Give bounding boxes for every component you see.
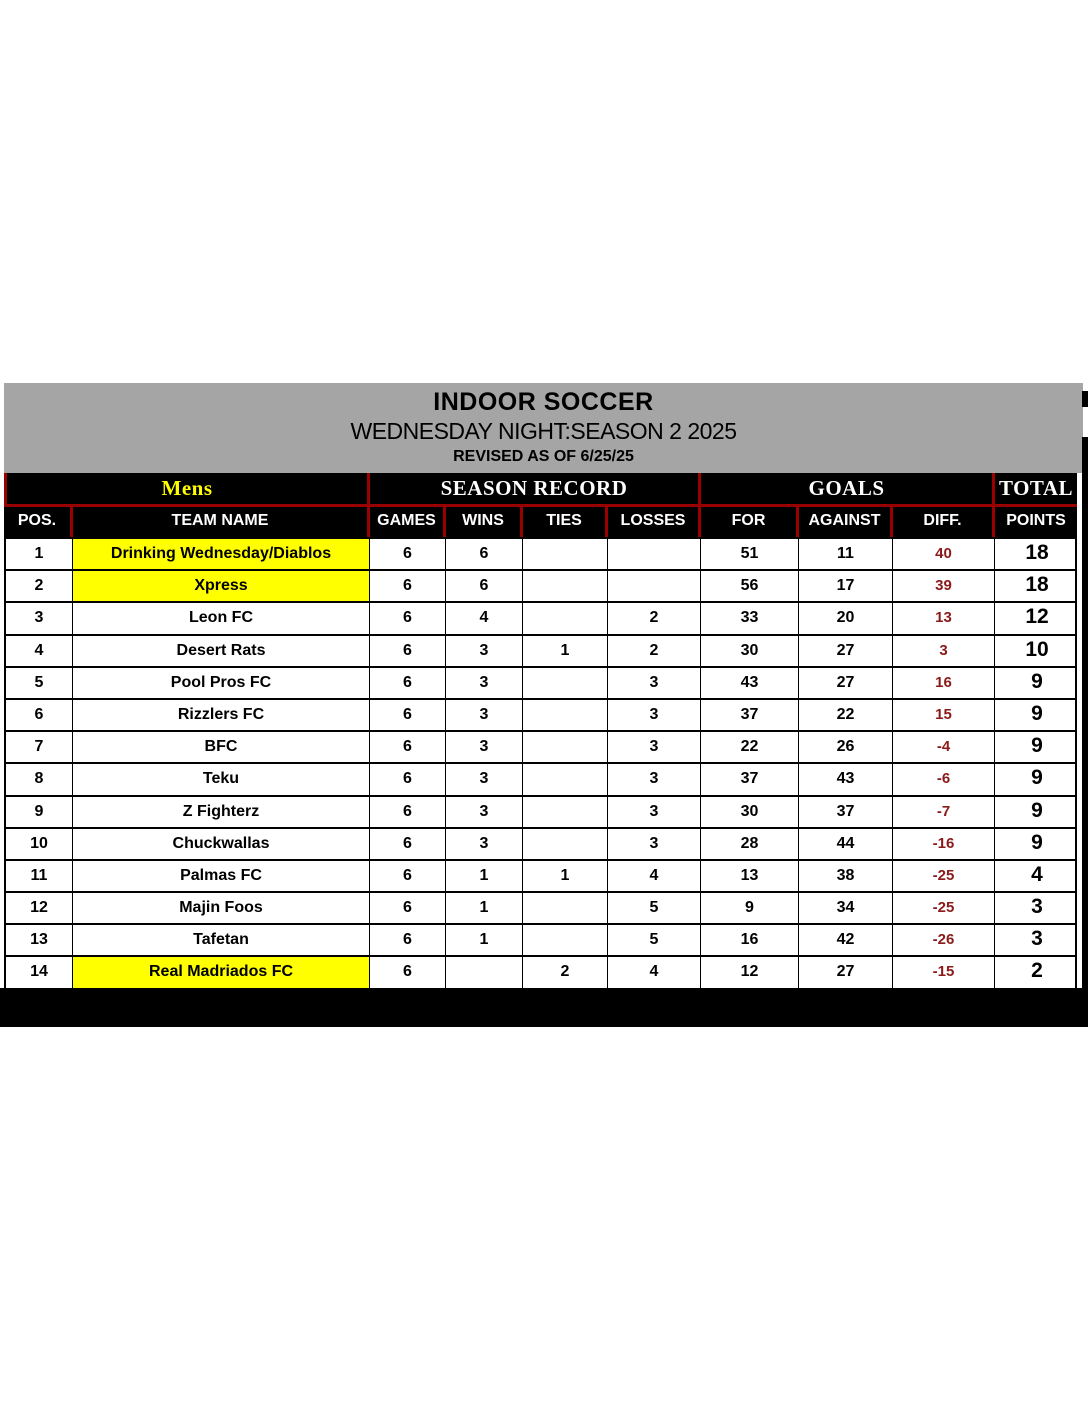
cell-ties [522, 764, 607, 794]
footer-bar [0, 988, 1088, 1027]
cell-diff: -15 [892, 957, 994, 987]
cell-goals_against: 43 [798, 764, 892, 794]
cell-goals_against: 20 [798, 603, 892, 633]
cell-goals_for: 37 [700, 764, 798, 794]
cell-pos: 7 [34, 738, 44, 756]
cell-goals_against: 17 [798, 571, 892, 601]
cell-losses: 2 [607, 636, 700, 666]
right-edge-strip-top [1082, 391, 1088, 407]
table-row [6, 861, 1075, 893]
cell-goals_for: 37 [700, 700, 798, 730]
cell-team: Real Madriados FC [72, 957, 369, 987]
cell-pos: 6 [34, 705, 44, 723]
col-header-against: AGAINST [796, 507, 890, 537]
cell-wins: 3 [445, 732, 522, 762]
cell-diff: -6 [892, 764, 994, 794]
cell-team: Drinking Wednesday/Diablos [72, 539, 369, 569]
cell-team: Majin Foos [72, 893, 369, 923]
cell-ties [522, 700, 607, 730]
cell-pos: 2 [34, 577, 44, 595]
cell-goals_for: 22 [700, 732, 798, 762]
cell-losses: 5 [607, 893, 700, 923]
cell-ties [522, 797, 607, 827]
col-header-diff: DIFF. [890, 507, 992, 537]
cell-pos: 1 [34, 545, 44, 562]
cell-ties: 2 [522, 957, 607, 987]
cell-pos: 14 [30, 963, 48, 981]
right-edge-strip-bottom [1082, 437, 1088, 988]
cell-goals_for: 12 [700, 957, 798, 987]
cell-wins: 1 [445, 861, 522, 891]
cell-games: 6 [369, 797, 445, 827]
cell-losses: 4 [607, 861, 700, 891]
cell-diff: 15 [892, 700, 994, 730]
cell-games: 6 [369, 732, 445, 762]
cell-goals_for: 30 [700, 636, 798, 666]
cell-losses: 4 [607, 957, 700, 987]
cell-team: Tafetan [72, 925, 369, 955]
cell-diff: -4 [892, 732, 994, 762]
cell-games: 6 [369, 861, 445, 891]
cell-goals_against: 42 [798, 925, 892, 955]
col-header-games: GAMES [367, 507, 443, 537]
cell-wins: 3 [445, 829, 522, 859]
cell-diff: 3 [892, 636, 994, 666]
cell-wins: 3 [445, 700, 522, 730]
cell-diff: -16 [892, 829, 994, 859]
cell-points: 9 [994, 797, 1079, 827]
cell-ties [522, 571, 607, 601]
cell-team: Desert Rats [72, 636, 369, 666]
cell-games: 6 [369, 829, 445, 859]
cell-pos: 8 [34, 770, 44, 788]
col-header-pos: POS. [17, 512, 57, 529]
group-header-mens: Mens [4, 473, 367, 504]
group-header-row [4, 473, 1077, 507]
table-row [6, 957, 1075, 989]
cell-pos: 5 [34, 673, 44, 691]
group-header-goals: GOALS [698, 473, 992, 504]
table-header [4, 473, 1077, 537]
cell-games: 6 [369, 571, 445, 601]
group-header-season-record: SEASON RECORD [367, 473, 698, 504]
cell-losses: 3 [607, 764, 700, 794]
cell-games: 6 [369, 700, 445, 730]
cell-goals_for: 56 [700, 571, 798, 601]
cell-goals_against: 27 [798, 636, 892, 666]
cell-points: 3 [994, 925, 1079, 955]
cell-diff: -25 [892, 893, 994, 923]
cell-team: Palmas FC [72, 861, 369, 891]
col-header-for: FOR [698, 507, 796, 537]
revised-date: REVISED AS OF 6/25/25 [453, 448, 634, 465]
cell-pos: 3 [34, 609, 44, 627]
cell-diff: -26 [892, 925, 994, 955]
cell-games: 6 [369, 636, 445, 666]
cell-games: 6 [369, 603, 445, 633]
page-subtitle: WEDNESDAY NIGHT:SEASON 2 2025 [350, 418, 737, 444]
cell-team: Teku [72, 764, 369, 794]
cell-losses: 3 [607, 829, 700, 859]
cell-wins: 6 [445, 539, 522, 569]
table-row [6, 571, 1075, 603]
cell-points: 18 [994, 571, 1079, 601]
cell-points: 3 [994, 893, 1079, 923]
cell-diff: 16 [892, 668, 994, 698]
cell-games: 6 [369, 539, 445, 569]
cell-goals_for: 51 [700, 539, 798, 569]
cell-losses: 3 [607, 797, 700, 827]
table-row [6, 732, 1075, 764]
cell-goals_against: 26 [798, 732, 892, 762]
cell-pos: 11 [30, 866, 48, 884]
cell-games: 6 [369, 957, 445, 987]
cell-team: BFC [72, 732, 369, 762]
title-block [4, 383, 1083, 473]
cell-games: 6 [369, 893, 445, 923]
column-header-row [4, 507, 1077, 537]
cell-losses [607, 571, 700, 601]
cell-goals_for: 30 [700, 797, 798, 827]
cell-points: 12 [994, 603, 1079, 633]
cell-wins [445, 957, 522, 987]
cell-losses: 3 [607, 700, 700, 730]
table-row [6, 764, 1075, 796]
cell-losses: 3 [607, 732, 700, 762]
table-row [6, 700, 1075, 732]
cell-goals_against: 11 [798, 539, 892, 569]
col-header-points: POINTS [992, 507, 1077, 537]
cell-wins: 3 [445, 764, 522, 794]
table-row [6, 893, 1075, 925]
cell-diff: 13 [892, 603, 994, 633]
cell-ties [522, 539, 607, 569]
cell-wins: 1 [445, 925, 522, 955]
col-header-losses: LOSSES [605, 507, 698, 537]
cell-goals_against: 37 [798, 797, 892, 827]
cell-games: 6 [369, 764, 445, 794]
col-header-wins: WINS [443, 507, 520, 537]
cell-pos: 12 [30, 899, 48, 917]
cell-games: 6 [369, 925, 445, 955]
cell-games: 6 [369, 668, 445, 698]
cell-wins: 3 [445, 636, 522, 666]
cell-wins: 4 [445, 603, 522, 633]
table-row [6, 539, 1075, 571]
cell-points: 4 [994, 861, 1079, 891]
cell-goals_for: 13 [700, 861, 798, 891]
cell-points: 2 [994, 957, 1079, 987]
cell-goals_against: 38 [798, 861, 892, 891]
cell-points: 10 [994, 636, 1079, 666]
cell-points: 9 [994, 829, 1079, 859]
group-header-total: TOTAL [992, 473, 1077, 504]
cell-goals_against: 22 [798, 700, 892, 730]
cell-ties [522, 829, 607, 859]
cell-ties [522, 603, 607, 633]
cell-ties [522, 732, 607, 762]
cell-goals_for: 43 [700, 668, 798, 698]
col-header-team: TEAM NAME [70, 507, 367, 537]
cell-points: 9 [994, 764, 1079, 794]
cell-goals_for: 9 [700, 893, 798, 923]
cell-wins: 6 [445, 571, 522, 601]
cell-goals_against: 44 [798, 829, 892, 859]
standings-body [4, 537, 1077, 990]
cell-pos: 9 [34, 802, 44, 820]
cell-losses: 2 [607, 603, 700, 633]
cell-diff: 40 [892, 539, 994, 569]
cell-team: Chuckwallas [72, 829, 369, 859]
cell-goals_against: 27 [798, 957, 892, 987]
cell-points: 9 [994, 700, 1079, 730]
col-header-ties: TIES [520, 507, 605, 537]
cell-wins: 3 [445, 797, 522, 827]
table-row [6, 603, 1075, 635]
cell-goals_for: 28 [700, 829, 798, 859]
cell-diff: -7 [892, 797, 994, 827]
table-row [6, 636, 1075, 668]
cell-losses: 3 [607, 668, 700, 698]
cell-goals_for: 33 [700, 603, 798, 633]
cell-points: 18 [994, 539, 1079, 569]
table-row [6, 925, 1075, 957]
cell-team: Pool Pros FC [72, 668, 369, 698]
cell-losses [607, 539, 700, 569]
cell-goals_against: 27 [798, 668, 892, 698]
cell-team: Z Fighterz [72, 797, 369, 827]
table-row [6, 829, 1075, 861]
cell-ties [522, 668, 607, 698]
cell-pos: 10 [30, 834, 48, 852]
cell-wins: 3 [445, 668, 522, 698]
cell-diff: -25 [892, 861, 994, 891]
cell-diff: 39 [892, 571, 994, 601]
cell-pos: 4 [34, 641, 44, 659]
cell-goals_against: 34 [798, 893, 892, 923]
cell-team: Xpress [72, 571, 369, 601]
cell-pos: 13 [30, 931, 48, 949]
cell-goals_for: 16 [700, 925, 798, 955]
cell-ties [522, 925, 607, 955]
page-title: INDOOR SOCCER [433, 388, 654, 416]
cell-points: 9 [994, 732, 1079, 762]
cell-ties [522, 893, 607, 923]
cell-team: Rizzlers FC [72, 700, 369, 730]
cell-ties: 1 [522, 861, 607, 891]
table-row [6, 797, 1075, 829]
cell-points: 9 [994, 668, 1079, 698]
cell-team: Leon FC [72, 603, 369, 633]
cell-ties: 1 [522, 636, 607, 666]
cell-wins: 1 [445, 893, 522, 923]
table-row [6, 668, 1075, 700]
cell-losses: 5 [607, 925, 700, 955]
